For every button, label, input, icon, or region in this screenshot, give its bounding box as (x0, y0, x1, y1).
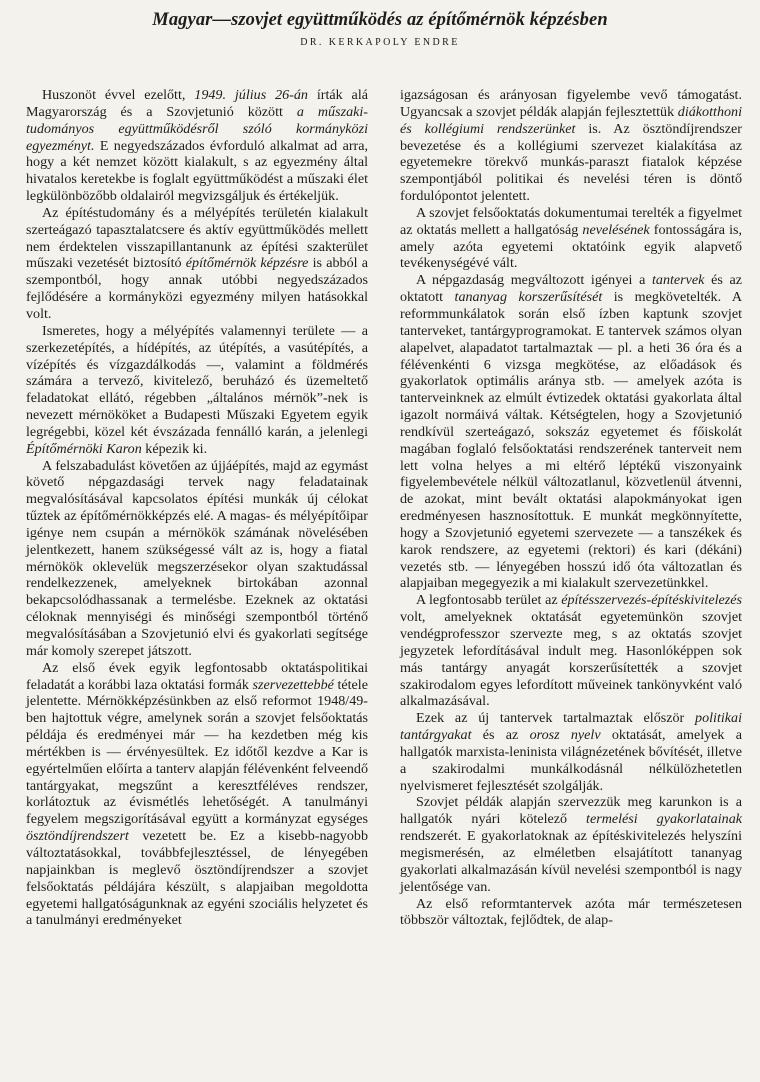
text-run: Huszonöt évvel ezelőtt, (42, 87, 195, 103)
text-run: Az első reformtantervek azóta már természetesen többször változtak, fejlődtek, de alap- (400, 895, 742, 929)
article-title: Magyar—szovjet együttműködés az építőmérnök képzésben (152, 10, 608, 30)
emphasized-text: diákotthoni és kollégiumi rendszerünket (400, 103, 742, 137)
text-run: rendszerét. E gyakorlatoknak az építéskivitelezés helyszíni megismerésén, az elméletben elsajátított tananyag gyakorlati alkalmazásán kívül nevelési szempontból is nagy jelentősége van. (400, 828, 742, 895)
text-run: Az első évek egyik legfontosabb oktatáspolitikai feladatát a korábbi laza oktatási formák (26, 659, 368, 693)
emphasized-text: építőmérnök képzésre (185, 255, 309, 272)
emphasized-text: a műszaki-tudományos együttműködésről szóló kormányközi egyezményt. (26, 103, 368, 154)
paragraph (26, 323, 368, 458)
emphasized-text: építésszervezés-építéskivitelezés (561, 592, 742, 609)
text-run: is abból a szempontból, hogy annak utóbbi negyedszázados fejlődésére a kormányközi egyezmény milyen hatásokkal volt. (26, 255, 368, 322)
left-column (26, 87, 368, 929)
text-run: írták alá Magyarország és a Szovjetunió között (26, 87, 368, 120)
paragraph (400, 592, 742, 710)
emphasized-text: szervezettebbé (252, 676, 334, 693)
text-run: A szovjet felsőoktatás dokumentumai terelték a figyelmet az oktatás mellett a hallgatóság (400, 204, 742, 238)
emphasized-text: 1949. július 26-án (194, 87, 308, 103)
text-run: fontosságára is, amely azóta egyetemi oktatóink egyik alapvető tevékenységévé vált. (400, 221, 742, 272)
paragraph (26, 660, 368, 930)
text-run: Az építéstudomány és a mélyépítés területén kialakult szerteágazó tapasztalatcsere és aktív együttműködés mellett nem érdektelen visszapillantanunk az építési szakterület műszaki vezetését biztosító (26, 204, 368, 272)
text-run: is megkövetelték. A reformmunkálatok során első ízben kaptunk szovjet tanterveket, tantárgyprogramokat. E tantervek számos olyan alapelvet, alapadatot tartalmaztak — pl. a heti 36 óra és a félévenkénti 6 vizsga megkötése, az előadások és gyakorlatok optimális aránya stb. — amelyek azóta is tanterveinknek az elmúlt évtizedek oktatási gyakorlata által igazolt normáivá váltak. Kétségtelen, hogy a Szovjetunió rendkívül szerteágazó, sokszáz egyetemet és főiskolát magában foglaló felsőoktatási rendszerének tanterveit nem lett volna helyes a mi eltérő léptékű viszonyaink figyelembevétele nélkül változatlanul, közvetlenül átvenni, de azokat, mint bevált oktatási alapokmányokat igen eredményesen hasznosítottuk. E munkát megkönnyítette, hogy a Szovjetunió egyetemi szervezete — a tanszékek és karok rendszere, az egyetemi (rektori) és kari (dékáni) vezetés stb. — lényegében hosszú idő óta változatlan és alapjaiban megegyezik a mi kialakult szervezetünkkel. (400, 289, 742, 592)
text-run: A népgazdaság megváltozott igényei a (416, 272, 652, 289)
paragraph (400, 710, 742, 794)
text-run: és az oktatott (400, 272, 742, 306)
text-run: oktatását, amelyek a hallgatók marxista-leninista világnézetének bővítését, illetve a szakirodalmi munkálkodásnál nélkülözhetetlen nyelvismeret fejlesztését szolgálják. (400, 727, 742, 794)
text-run: tétele jelentette. Mérnökképzésünkben az első reformot 1948/49-ben hajtottuk végre, amelynek során a szovjet felsőoktatás példája és eredményei már — ha kezdetben még kis mértékben is — érvényesültek. Ez időtől kezdve a Kar is egyértelműen előírta a tanterv alapján félévenként felveendő tantárgyakat, megszűnt a keresztféléves rendszer, korlátoztuk az évismétlés lehetőségét. A tanulmányi fegyelem megszigorításával együtt a kormányzat egységes (26, 676, 368, 828)
emphasized-text: nevelésének (582, 221, 650, 238)
paragraph (400, 896, 742, 930)
text-run: Szovjet példák alapján szervezzük meg karunkon is a hallgatók nyári kötelező (400, 794, 742, 828)
paragraph (400, 272, 742, 592)
emphasized-text: orosz nyelv (529, 727, 601, 744)
emphasized-text: politikai tantárgyakat (400, 710, 742, 744)
text-run: volt, amelyeknek oktatását egyetemünkön szovjet vendégprofesszor szervezte meg, s az oktatás szovjet jegyzetek lefordításával indult meg. Hasonlóképpen sok más tantárgy anyagát korszerűsítették a szovjet szakirodalom egyes lefordított műveinek tankönyvként való alkalmazásával. (400, 609, 742, 710)
text-run: Ismeretes, hogy a mélyépítés valamennyi területe — a szerkezetépítés, a hídépítés, az útépítés, a vasútépítés, a vízépítés és vízgazdálkodás —, valamint a földmérés számára a tervező, kivitelező, beruházó és üzemeltető feladatokat ellátó, régebben „általános mérnök”-nek is nevezett mérnököket a Budapesti Műszaki Egyetem egyik legrégebbi, közel két évszázada fennálló karán, a jelenlegi (26, 322, 368, 440)
text-run: is. Az ösztöndíjrendszer bevezetése és a kollégiumi szervezet kialakítása az egyetemekre törekvő munkás-paraszt fiatalok képzése szempontjából politikai és nevelési téren is döntő fordulópontot jelentett. (400, 120, 742, 205)
emphasized-text: tananyag korszerűsítését (454, 289, 603, 306)
text-run: igazságosan és arányosan figyelembe vevő támogatást. Ugyancsak a szovjet példák alapján fejlesztettük (400, 87, 742, 120)
paragraph (400, 87, 742, 205)
text-run: vezetett be. Ez a kisebb-nagyobb változtatásokkal, továbbfejlesztéssel, de lényegében napjainkban is meglevő ösztöndíjrendszer a szovjet felsőoktatás példájára készült, s alapjaiban megoldotta egyetemi hallgatóságunknak az egyéni szociális helyzetet és a tanulmányi eredményeket (26, 828, 368, 929)
emphasized-text: tantervek (651, 272, 705, 289)
text-run: képezik ki. (141, 440, 208, 457)
paragraph (26, 87, 368, 205)
text-run: E negyedszázados évforduló alkalmat ad arra, hogy a két nemzet között kialakult, s az egyezmény által hivatalos keretekbe is foglalt együttműködést a műszaki élet legkülönbözőbb oldalairól megvizsgáljuk és értékeljük. (26, 137, 368, 205)
paragraph (26, 458, 368, 660)
emphasized-text: termelési gyakorlatainak (586, 811, 742, 828)
paragraph (26, 205, 368, 323)
text-run: A felszabadulást követően az újjáépítés, majd az egymást követő népgazdasági tervek nagy feladatainak megvalósításával kapcsolatos építési munkák új célokat tűztek az építőmérnökképzés elé. A magas- és mélyépítőipar igénye nem csupán a mérnökök számának növelésében jelentkezett, hanem szükségessé vált az is, hogy a fiatal mérnökök oklevelük megszerzésekor olyan szaktudással rendelkezzenek, amelyeknek birtokában azonnal bekapcsolódhassanak a termelésbe. Ezeknek az oktatási céloknak mennyiségi és minőségi szempontból történő megvalósításában a Szovjetunió elvi és gyakorlati segítsége már komoly szerepet játszott. (26, 457, 368, 659)
paragraph (400, 205, 742, 272)
right-column (400, 87, 742, 929)
text-run: és az (471, 727, 530, 744)
emphasized-text: Építőmérnöki Karon (26, 440, 142, 457)
text-run: A legfontosabb terület az (416, 592, 562, 609)
text-run: Ezek az új tantervek tartalmaztak először (416, 710, 696, 727)
emphasized-text: ösztöndíjrendszert (26, 828, 129, 845)
article-author: DR. KERKAPOLY ENDRE (300, 37, 460, 48)
paragraph (400, 794, 742, 895)
